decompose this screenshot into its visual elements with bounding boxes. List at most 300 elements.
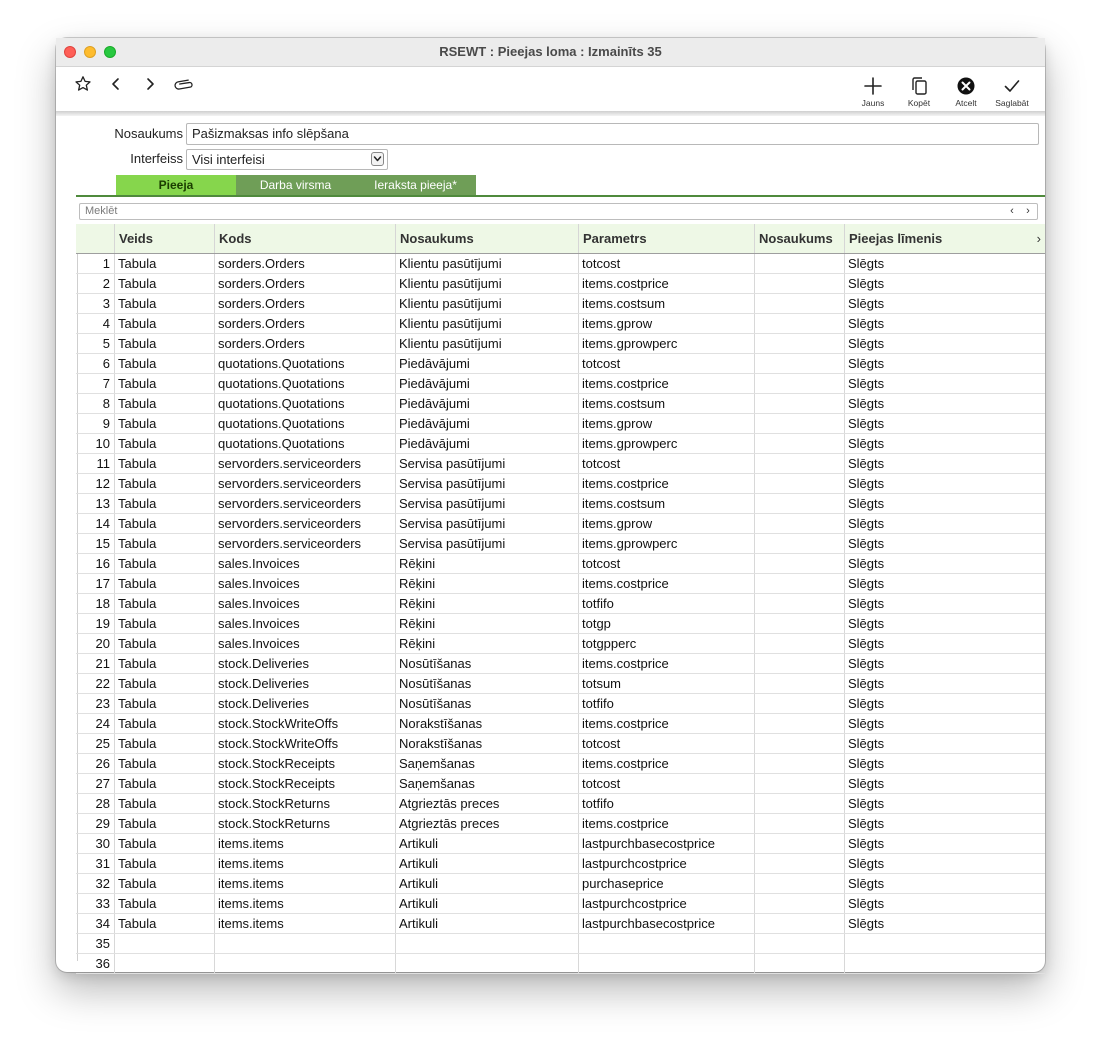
cell-num[interactable]: 32	[95, 876, 110, 891]
col-header-num[interactable]	[76, 224, 114, 253]
cell-name[interactable]: Rēķini	[395, 594, 578, 613]
cell-code[interactable]: sales.Invoices	[214, 594, 395, 613]
col-header-name-2[interactable]: Nosaukums	[754, 224, 844, 253]
cell-type[interactable]: Tabula	[114, 554, 214, 573]
cell-access-level[interactable]: Slēgts	[844, 474, 1045, 493]
cell-name[interactable]: Atgrieztās preces	[395, 794, 578, 813]
cell-num[interactable]: 2	[102, 276, 110, 291]
cell-type[interactable]: Tabula	[114, 654, 214, 673]
cell-name[interactable]: Artikuli	[395, 894, 578, 913]
cell-type[interactable]: Tabula	[114, 494, 214, 513]
cell-access-level[interactable]: Slēgts	[844, 654, 1045, 673]
cell-parameter[interactable]: totcost	[578, 554, 754, 573]
cell-type[interactable]: Tabula	[114, 614, 214, 633]
tab-access[interactable]: Pieeja	[116, 175, 236, 195]
cell-code[interactable]: stock.Deliveries	[214, 654, 395, 673]
cell-name[interactable]: Norakstīšanas	[395, 734, 578, 753]
cell-num[interactable]: 6	[102, 356, 110, 371]
table-row[interactable]	[76, 474, 1045, 494]
cell-num[interactable]: 25	[95, 736, 110, 751]
table-row[interactable]	[76, 774, 1045, 794]
cell-num[interactable]: 8	[102, 396, 110, 411]
chevron-down-icon[interactable]	[371, 152, 384, 166]
cell-num[interactable]: 4	[102, 316, 110, 331]
cell-num[interactable]: 7	[102, 376, 110, 391]
cell-access-level[interactable]: Slēgts	[844, 434, 1045, 453]
cell-access-level[interactable]: Slēgts	[844, 454, 1045, 473]
table-row[interactable]	[76, 734, 1045, 754]
cell-parameter[interactable]: purchaseprice	[578, 874, 754, 893]
cell-code[interactable]: sorders.Orders	[214, 274, 395, 293]
cell-name-2[interactable]	[754, 654, 844, 673]
cell-name-2[interactable]	[754, 754, 844, 773]
cell-name[interactable]	[395, 954, 578, 973]
table-row[interactable]	[76, 434, 1045, 454]
cell-parameter[interactable]: totfifo	[578, 594, 754, 613]
cell-code[interactable]: servorders.serviceorders	[214, 494, 395, 513]
cell-code[interactable]: stock.Deliveries	[214, 674, 395, 693]
cell-access-level[interactable]: Slēgts	[844, 834, 1045, 853]
cell-name[interactable]: Nosūtīšanas	[395, 654, 578, 673]
cell-num[interactable]: 9	[102, 416, 110, 431]
cell-type[interactable]: Tabula	[114, 534, 214, 553]
cell-code[interactable]	[214, 934, 395, 953]
cell-code[interactable]: sorders.Orders	[214, 314, 395, 333]
cell-access-level[interactable]: Slēgts	[844, 274, 1045, 293]
cell-type[interactable]: Tabula	[114, 274, 214, 293]
cell-name-2[interactable]	[754, 534, 844, 553]
cell-access-level[interactable]: Slēgts	[844, 914, 1045, 933]
new-button[interactable]	[850, 76, 896, 108]
col-header-code[interactable]: Kods	[214, 224, 395, 253]
cell-name[interactable]: Artikuli	[395, 834, 578, 853]
cell-name[interactable]: Servisa pasūtījumi	[395, 454, 578, 473]
search-prev-icon[interactable]: ‹	[1010, 205, 1014, 217]
cell-access-level[interactable]: Slēgts	[844, 574, 1045, 593]
cell-name[interactable]: Piedāvājumi	[395, 374, 578, 393]
table-row[interactable]	[76, 514, 1045, 534]
cell-parameter[interactable]: items.costsum	[578, 294, 754, 313]
cell-name-2[interactable]	[754, 934, 844, 953]
cell-num[interactable]: 27	[95, 776, 110, 791]
copy-button[interactable]	[896, 76, 942, 108]
cell-parameter[interactable]	[578, 954, 754, 973]
cell-num[interactable]: 17	[95, 576, 110, 591]
cell-name-2[interactable]	[754, 794, 844, 813]
cell-name[interactable]: Klientu pasūtījumi	[395, 334, 578, 353]
cell-code[interactable]: items.items	[214, 914, 395, 933]
save-button[interactable]	[989, 76, 1035, 108]
cell-num[interactable]: 36	[95, 956, 110, 971]
cell-type[interactable]: Tabula	[114, 454, 214, 473]
search-next-icon[interactable]: ›	[1026, 205, 1030, 217]
cell-name[interactable]: Atgrieztās preces	[395, 814, 578, 833]
cell-parameter[interactable]: items.costprice	[578, 654, 754, 673]
cell-name-2[interactable]	[754, 894, 844, 913]
cell-parameter[interactable]: items.costprice	[578, 374, 754, 393]
cell-access-level[interactable]: Slēgts	[844, 534, 1045, 553]
table-row[interactable]	[76, 794, 1045, 814]
cell-type[interactable]: Tabula	[114, 574, 214, 593]
cell-parameter[interactable]: items.gprowperc	[578, 534, 754, 553]
table-row[interactable]	[76, 694, 1045, 714]
star-icon[interactable]	[74, 75, 94, 95]
cell-name-2[interactable]	[754, 634, 844, 653]
cell-num[interactable]: 3	[102, 296, 110, 311]
cell-access-level[interactable]: Slēgts	[844, 894, 1045, 913]
cell-name[interactable]: Saņemšanas	[395, 754, 578, 773]
cell-type[interactable]: Tabula	[114, 894, 214, 913]
cell-name[interactable]: Rēķini	[395, 614, 578, 633]
cell-code[interactable]: sales.Invoices	[214, 554, 395, 573]
chevron-right-icon[interactable]	[142, 75, 162, 95]
cell-name[interactable]: Nosūtīšanas	[395, 694, 578, 713]
table-row[interactable]	[76, 254, 1045, 274]
cell-num[interactable]: 30	[95, 836, 110, 851]
cell-name-2[interactable]	[754, 714, 844, 733]
cell-code[interactable]: servorders.serviceorders	[214, 454, 395, 473]
cell-type[interactable]: Tabula	[114, 854, 214, 873]
table-row[interactable]	[76, 574, 1045, 594]
cell-parameter[interactable]: items.costprice	[578, 814, 754, 833]
cell-type[interactable]: Tabula	[114, 334, 214, 353]
cell-type[interactable]: Tabula	[114, 594, 214, 613]
cell-type[interactable]: Tabula	[114, 714, 214, 733]
cell-name-2[interactable]	[754, 614, 844, 633]
table-row[interactable]	[76, 814, 1045, 834]
cell-code[interactable]: sales.Invoices	[214, 574, 395, 593]
cell-num[interactable]: 14	[95, 516, 110, 531]
table-row[interactable]	[76, 594, 1045, 614]
cell-name-2[interactable]	[754, 314, 844, 333]
cell-access-level[interactable]: Slēgts	[844, 794, 1045, 813]
cell-name[interactable]: Norakstīšanas	[395, 714, 578, 733]
cell-name[interactable]: Rēķini	[395, 574, 578, 593]
cell-type[interactable]: Tabula	[114, 834, 214, 853]
cell-num[interactable]: 10	[95, 436, 110, 451]
cell-parameter[interactable]: totcost	[578, 254, 754, 273]
table-row[interactable]	[76, 274, 1045, 294]
cell-num[interactable]: 5	[102, 336, 110, 351]
cell-name-2[interactable]	[754, 514, 844, 533]
cell-code[interactable]: sorders.Orders	[214, 334, 395, 353]
cell-parameter[interactable]: items.costsum	[578, 494, 754, 513]
cell-code[interactable]: sales.Invoices	[214, 634, 395, 653]
table-row[interactable]	[76, 494, 1045, 514]
cell-type[interactable]: Tabula	[114, 754, 214, 773]
table-row[interactable]	[76, 654, 1045, 674]
cell-parameter[interactable]: totsum	[578, 674, 754, 693]
table-row[interactable]	[76, 674, 1045, 694]
cell-code[interactable]: sales.Invoices	[214, 614, 395, 633]
table-row[interactable]	[76, 954, 1045, 974]
col-header-access-level[interactable]: Pieejas līmenis	[844, 224, 1024, 253]
cell-code[interactable]: stock.StockWriteOffs	[214, 714, 395, 733]
cell-code[interactable]	[214, 954, 395, 973]
cell-name-2[interactable]	[754, 354, 844, 373]
chevron-left-icon[interactable]	[108, 75, 128, 95]
cell-name-2[interactable]	[754, 674, 844, 693]
cell-access-level[interactable]: Slēgts	[844, 294, 1045, 313]
cell-num[interactable]: 33	[95, 896, 110, 911]
cell-name[interactable]: Servisa pasūtījumi	[395, 474, 578, 493]
cell-type[interactable]	[114, 934, 214, 953]
cell-type[interactable]: Tabula	[114, 874, 214, 893]
cell-name-2[interactable]	[754, 834, 844, 853]
cell-name-2[interactable]	[754, 434, 844, 453]
cell-parameter[interactable]: lastpurchbasecostprice	[578, 834, 754, 853]
cell-type[interactable]: Tabula	[114, 634, 214, 653]
cell-code[interactable]: servorders.serviceorders	[214, 514, 395, 533]
table-row[interactable]	[76, 614, 1045, 634]
cell-type[interactable]: Tabula	[114, 394, 214, 413]
cell-parameter[interactable]: items.costprice	[578, 274, 754, 293]
table-row[interactable]	[76, 454, 1045, 474]
cell-name[interactable]: Rēķini	[395, 634, 578, 653]
cell-access-level[interactable]: Slēgts	[844, 614, 1045, 633]
cell-type[interactable]: Tabula	[114, 374, 214, 393]
table-row[interactable]	[76, 854, 1045, 874]
cell-code[interactable]: servorders.serviceorders	[214, 474, 395, 493]
cell-num[interactable]: 13	[95, 496, 110, 511]
cell-parameter[interactable]: items.costprice	[578, 574, 754, 593]
cell-code[interactable]: stock.StockReceipts	[214, 754, 395, 773]
cell-access-level[interactable]: Slēgts	[844, 674, 1045, 693]
cell-name[interactable]: Klientu pasūtījumi	[395, 254, 578, 273]
cell-code[interactable]: items.items	[214, 834, 395, 853]
cell-access-level[interactable]	[844, 934, 1045, 953]
cell-name-2[interactable]	[754, 374, 844, 393]
cell-type[interactable]: Tabula	[114, 474, 214, 493]
cell-access-level[interactable]: Slēgts	[844, 314, 1045, 333]
cell-num[interactable]: 20	[95, 636, 110, 651]
cell-num[interactable]: 11	[96, 456, 110, 471]
cell-code[interactable]: quotations.Quotations	[214, 374, 395, 393]
table-row[interactable]	[76, 414, 1045, 434]
cell-name[interactable]: Klientu pasūtījumi	[395, 314, 578, 333]
cell-name[interactable]: Piedāvājumi	[395, 434, 578, 453]
cell-name-2[interactable]	[754, 594, 844, 613]
table-row[interactable]	[76, 714, 1045, 734]
cell-parameter[interactable]: lastpurchcostprice	[578, 894, 754, 913]
cell-num[interactable]: 22	[95, 676, 110, 691]
table-row[interactable]	[76, 394, 1045, 414]
cell-name-2[interactable]	[754, 294, 844, 313]
cell-name[interactable]: Piedāvājumi	[395, 414, 578, 433]
table-row[interactable]	[76, 334, 1045, 354]
cell-name-2[interactable]	[754, 574, 844, 593]
cell-num[interactable]: 21	[95, 656, 110, 671]
cell-code[interactable]: stock.StockWriteOffs	[214, 734, 395, 753]
cell-name-2[interactable]	[754, 814, 844, 833]
cell-num[interactable]: 28	[95, 796, 110, 811]
paperclip-icon[interactable]	[174, 75, 194, 95]
cell-name-2[interactable]	[754, 394, 844, 413]
cell-parameter[interactable]: totcost	[578, 734, 754, 753]
cell-type[interactable]: Tabula	[114, 294, 214, 313]
cell-name[interactable]: Klientu pasūtījumi	[395, 274, 578, 293]
cell-num[interactable]: 12	[95, 476, 110, 491]
cell-access-level[interactable]: Slēgts	[844, 694, 1045, 713]
cancel-button[interactable]	[943, 76, 989, 108]
cell-code[interactable]: stock.StockReturns	[214, 814, 395, 833]
cell-parameter[interactable]: items.gprow	[578, 314, 754, 333]
cell-type[interactable]: Tabula	[114, 254, 214, 273]
cell-num[interactable]: 1	[102, 256, 110, 271]
cell-access-level[interactable]: Slēgts	[844, 594, 1045, 613]
cell-name[interactable]: Piedāvājumi	[395, 394, 578, 413]
cell-type[interactable]: Tabula	[114, 414, 214, 433]
cell-parameter[interactable]: totgp	[578, 614, 754, 633]
cell-type[interactable]: Tabula	[114, 794, 214, 813]
cell-name[interactable]: Klientu pasūtījumi	[395, 294, 578, 313]
table-row[interactable]	[76, 634, 1045, 654]
cell-parameter[interactable]	[578, 934, 754, 953]
cell-parameter[interactable]: lastpurchbasecostprice	[578, 914, 754, 933]
cell-name-2[interactable]	[754, 334, 844, 353]
table-row[interactable]	[76, 374, 1045, 394]
cell-name-2[interactable]	[754, 554, 844, 573]
cell-access-level[interactable]: Slēgts	[844, 334, 1045, 353]
cell-parameter[interactable]: totfifo	[578, 694, 754, 713]
col-header-type[interactable]: Veids	[114, 224, 214, 253]
cell-access-level[interactable]: Slēgts	[844, 734, 1045, 753]
cell-parameter[interactable]: items.gprow	[578, 414, 754, 433]
cell-num[interactable]: 15	[95, 536, 110, 551]
cell-name-2[interactable]	[754, 734, 844, 753]
cell-name[interactable]: Artikuli	[395, 874, 578, 893]
cell-type[interactable]: Tabula	[114, 694, 214, 713]
cell-name[interactable]: Servisa pasūtījumi	[395, 534, 578, 553]
cell-parameter[interactable]: items.gprowperc	[578, 334, 754, 353]
cell-name[interactable]: Rēķini	[395, 554, 578, 573]
cell-access-level[interactable]: Slēgts	[844, 374, 1045, 393]
cell-type[interactable]: Tabula	[114, 814, 214, 833]
cell-code[interactable]: quotations.Quotations	[214, 414, 395, 433]
cell-access-level[interactable]: Slēgts	[844, 554, 1045, 573]
cell-num[interactable]: 35	[95, 936, 110, 951]
cell-code[interactable]: stock.Deliveries	[214, 694, 395, 713]
table-row[interactable]	[76, 934, 1045, 954]
table-row[interactable]	[76, 314, 1045, 334]
cell-type[interactable]: Tabula	[114, 514, 214, 533]
cell-name[interactable]: Artikuli	[395, 854, 578, 873]
table-row[interactable]	[76, 354, 1045, 374]
cell-name-2[interactable]	[754, 494, 844, 513]
cell-num[interactable]: 23	[95, 696, 110, 711]
cell-name[interactable]: Saņemšanas	[395, 774, 578, 793]
cell-type[interactable]: Tabula	[114, 674, 214, 693]
cell-parameter[interactable]: totfifo	[578, 794, 754, 813]
table-row[interactable]	[76, 894, 1045, 914]
cell-parameter[interactable]: items.gprowperc	[578, 434, 754, 453]
cell-access-level[interactable]: Slēgts	[844, 714, 1045, 733]
col-header-name[interactable]: Nosaukums	[395, 224, 578, 253]
cell-access-level[interactable]: Slēgts	[844, 414, 1045, 433]
cell-name-2[interactable]	[754, 274, 844, 293]
cell-name[interactable]	[395, 934, 578, 953]
cell-code[interactable]: servorders.serviceorders	[214, 534, 395, 553]
cell-num[interactable]: 19	[95, 616, 110, 631]
cell-access-level[interactable]: Slēgts	[844, 754, 1045, 773]
table-row[interactable]	[76, 294, 1045, 314]
cell-name-2[interactable]	[754, 414, 844, 433]
cell-access-level[interactable]	[844, 954, 1045, 973]
col-header-parameter[interactable]: Parametrs	[578, 224, 754, 253]
cell-name[interactable]: Artikuli	[395, 914, 578, 933]
table-row[interactable]	[76, 554, 1045, 574]
cell-code[interactable]: items.items	[214, 874, 395, 893]
search-input[interactable]	[79, 203, 1038, 220]
cell-num[interactable]: 26	[95, 756, 110, 771]
cell-parameter[interactable]: totcost	[578, 354, 754, 373]
cell-type[interactable]: Tabula	[114, 434, 214, 453]
cell-code[interactable]: items.items	[214, 854, 395, 873]
cell-name[interactable]: Piedāvājumi	[395, 354, 578, 373]
cell-num[interactable]: 16	[95, 556, 110, 571]
scroll-right-icon[interactable]: ›	[1036, 231, 1041, 246]
name-input[interactable]: Pašizmaksas info slēpšana	[186, 123, 1039, 145]
cell-name-2[interactable]	[754, 454, 844, 473]
cell-num[interactable]: 29	[95, 816, 110, 831]
cell-name[interactable]: Servisa pasūtījumi	[395, 494, 578, 513]
tab-desktop[interactable]: Darba virsma	[236, 175, 355, 195]
table-row[interactable]	[76, 834, 1045, 854]
cell-parameter[interactable]: items.costprice	[578, 754, 754, 773]
cell-type[interactable]: Tabula	[114, 734, 214, 753]
cell-access-level[interactable]: Slēgts	[844, 854, 1045, 873]
cell-code[interactable]: items.items	[214, 894, 395, 913]
cell-parameter[interactable]: totgpperc	[578, 634, 754, 653]
cell-parameter[interactable]: items.costsum	[578, 394, 754, 413]
table-row[interactable]	[76, 914, 1045, 934]
cell-name-2[interactable]	[754, 474, 844, 493]
cell-num[interactable]: 18	[95, 596, 110, 611]
cell-code[interactable]: quotations.Quotations	[214, 354, 395, 373]
cell-parameter[interactable]: lastpurchcostprice	[578, 854, 754, 873]
interface-select[interactable]	[186, 149, 388, 170]
cell-name[interactable]: Servisa pasūtījumi	[395, 514, 578, 533]
cell-parameter[interactable]: items.costprice	[578, 714, 754, 733]
cell-code[interactable]: stock.StockReturns	[214, 794, 395, 813]
cell-name-2[interactable]	[754, 874, 844, 893]
cell-parameter[interactable]: items.costprice	[578, 474, 754, 493]
cell-access-level[interactable]: Slēgts	[844, 354, 1045, 373]
cell-access-level[interactable]: Slēgts	[844, 394, 1045, 413]
cell-type[interactable]: Tabula	[114, 914, 214, 933]
cell-access-level[interactable]: Slēgts	[844, 814, 1045, 833]
cell-type[interactable]	[114, 954, 214, 973]
cell-name[interactable]: Nosūtīšanas	[395, 674, 578, 693]
cell-name-2[interactable]	[754, 774, 844, 793]
cell-name-2[interactable]	[754, 694, 844, 713]
cell-num[interactable]: 31	[95, 856, 110, 871]
cell-parameter[interactable]: totcost	[578, 774, 754, 793]
cell-name-2[interactable]	[754, 854, 844, 873]
cell-code[interactable]: quotations.Quotations	[214, 394, 395, 413]
cell-code[interactable]: quotations.Quotations	[214, 434, 395, 453]
cell-access-level[interactable]: Slēgts	[844, 254, 1045, 273]
tab-record-access[interactable]: Ieraksta pieeja*	[355, 175, 476, 195]
cell-name-2[interactable]	[754, 254, 844, 273]
cell-code[interactable]: sorders.Orders	[214, 254, 395, 273]
table-row[interactable]	[76, 534, 1045, 554]
cell-code[interactable]: stock.StockReceipts	[214, 774, 395, 793]
cell-type[interactable]: Tabula	[114, 354, 214, 373]
cell-type[interactable]: Tabula	[114, 774, 214, 793]
cell-access-level[interactable]: Slēgts	[844, 514, 1045, 533]
cell-code[interactable]: sorders.Orders	[214, 294, 395, 313]
